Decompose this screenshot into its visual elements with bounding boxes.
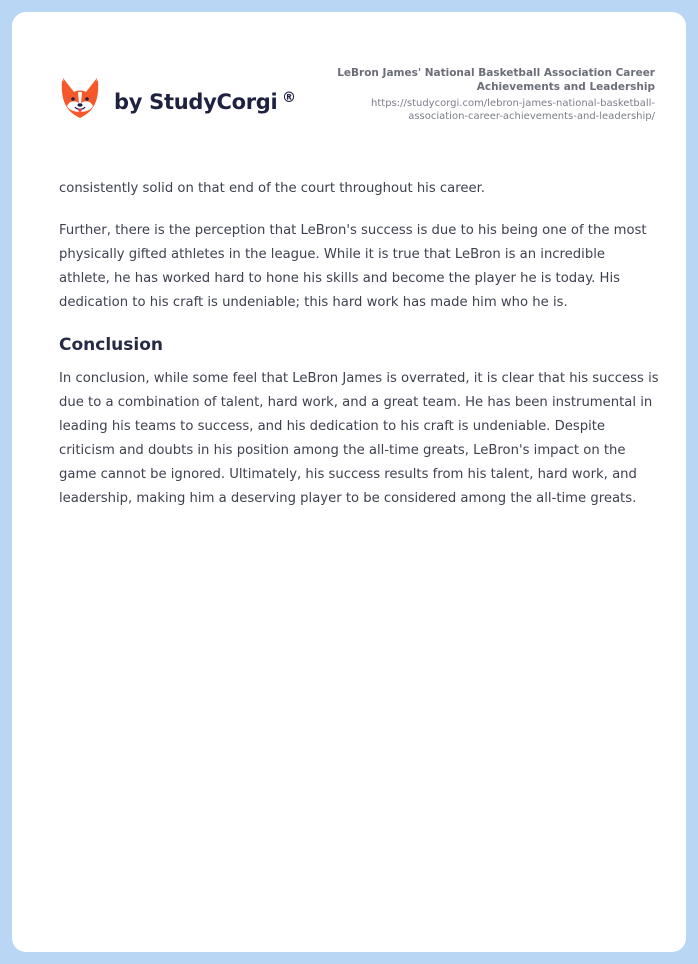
paragraph: consistently solid on that end of the court throughout his career. bbox=[59, 181, 485, 196]
paragraph: In conclusion, while some feel that LeBron James is overrated, it is clear that his success is due to a combination of talent, hard work, and a great team. He has been instrumental in leading his teams to success, and his dedication to his craft is undeniable. Despite criticism and doubts in his position among the all-time greats, LeBron's impact on the game cannot be ignored. Ultimately, his success results from his talent, hard work, and leadership, making him a deserving player to be considered among the all-time greats. bbox=[59, 371, 659, 506]
article-body bbox=[59, 177, 659, 529]
registered-mark: ® bbox=[282, 90, 296, 106]
corgi-logo-icon bbox=[60, 76, 100, 120]
brand-name: by StudyCorgi bbox=[114, 90, 278, 114]
document-url[interactable]: https://studycorgi.com/lebron-james-national-basketball-association-career-achievements-and-leadership/ bbox=[371, 98, 655, 122]
paragraph: Further, there is the perception that LeBron's success is due to his being one of the most physically gifted athletes in the league. While it is true that LeBron is an incredible athlete, he has worked hard to hone his skills and become the player he is today. His dedication to his craft is undeniable; this hard work has made him who he is. bbox=[59, 223, 647, 310]
document-title: LeBron James' National Basketball Association Career Achievements and Leadership bbox=[337, 67, 655, 93]
document-page bbox=[12, 12, 686, 952]
document-meta bbox=[315, 66, 655, 123]
section-heading-conclusion: Conclusion bbox=[59, 335, 163, 355]
studycorgi-logo[interactable] bbox=[60, 76, 277, 120]
page-header bbox=[12, 12, 686, 152]
